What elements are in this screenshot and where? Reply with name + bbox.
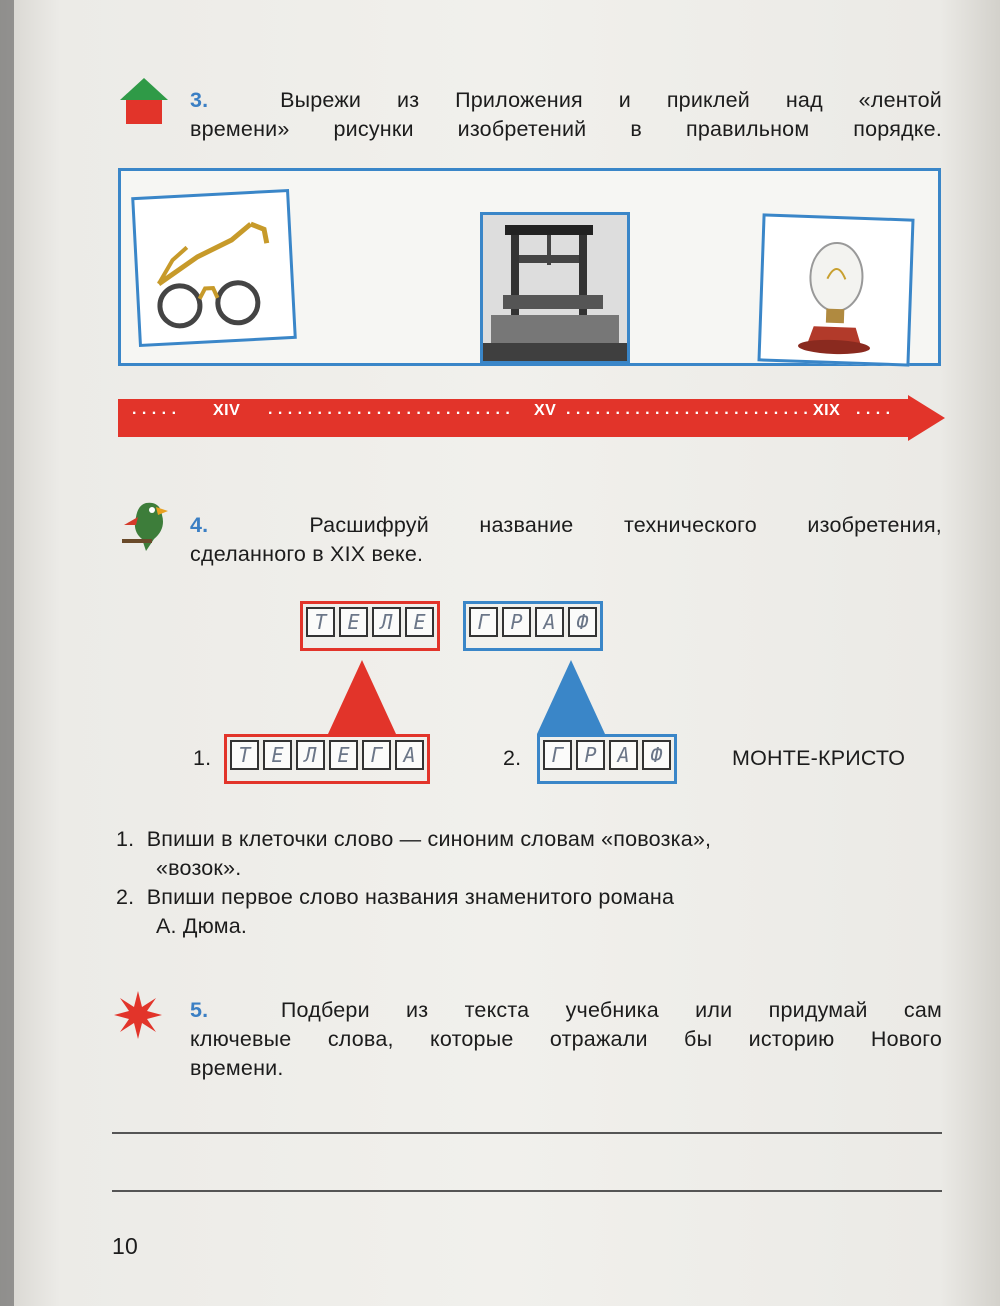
timeline-dots-3: . . . . . . . . . . . . . . . . . . . . . . . . . — [566, 401, 809, 418]
book-spine-shadow — [0, 0, 14, 1306]
clue1-cell[interactable]: А — [395, 740, 424, 770]
timeline-dots-4: . . . . — [856, 401, 891, 418]
answer-part2 — [463, 601, 603, 651]
timeline-label-xiv: XIV — [213, 402, 241, 419]
page-number: 10 — [112, 1233, 138, 1259]
task3-line1: 3. Вырежи из Приложения и приклей над «лентой — [190, 88, 942, 112]
clue2-cell[interactable]: Р — [576, 740, 605, 770]
answer-line-1[interactable] — [112, 1132, 942, 1134]
instruction-2: 2. Впиши первое слово названия знаменитого романа А. Дюма. — [116, 885, 675, 938]
task4-number: 4. — [190, 513, 209, 537]
task5-line1: 5. Подбери из текста учебника или придумай сам — [190, 998, 942, 1022]
clue2-cell[interactable]: Ф — [642, 740, 671, 770]
task3-text — [190, 86, 942, 144]
answer-part1 — [300, 601, 440, 651]
clue2-suffix: МОНТЕ-КРИСТО — [732, 746, 906, 770]
timeline-label-xv: XV — [534, 402, 557, 419]
timeline-label-xix: XIX — [813, 402, 841, 419]
task5-line2: ключевые слова, которые отражали бы историю Нового — [190, 1027, 942, 1051]
red-star-icon — [113, 990, 163, 1040]
clue2-cell[interactable]: А — [609, 740, 638, 770]
answer-line-2[interactable] — [112, 1190, 942, 1192]
answer-cell[interactable]: Г — [469, 607, 498, 637]
blue-triangle-arrow — [537, 660, 605, 734]
task3-line2: времени» рисунки изобретений в правильном порядке. — [190, 117, 942, 141]
picture-printing-press[interactable] — [480, 212, 630, 364]
answer-cell[interactable]: А — [535, 607, 564, 637]
task4-line2: сделанного в XIX веке. — [190, 542, 424, 566]
clue1-cells — [224, 734, 430, 784]
timeline-ribbon — [118, 395, 945, 441]
clue2-number: 2. — [503, 746, 522, 770]
parrot-icon — [116, 495, 178, 557]
answer-cell[interactable]: Т — [306, 607, 335, 637]
answer-cell[interactable]: Р — [502, 607, 531, 637]
task5-line3: времени. — [190, 1056, 284, 1080]
clue2-cells — [537, 734, 677, 784]
house-icon — [118, 76, 170, 126]
clue1-cell[interactable]: Г — [362, 740, 391, 770]
answer-cell[interactable]: Ф — [568, 607, 597, 637]
answer-cell[interactable]: Е — [339, 607, 368, 637]
clue1-cell[interactable]: Л — [296, 740, 325, 770]
answer-cell[interactable]: Е — [405, 607, 434, 637]
glasses-icon — [134, 192, 293, 344]
picture-light-bulb[interactable] — [757, 213, 914, 366]
task5-text — [190, 996, 942, 1083]
task4-text — [190, 511, 942, 569]
task4-line1: 4. Расшифруй название технического изобретения, — [190, 513, 942, 537]
clue1-cell[interactable]: Т — [230, 740, 259, 770]
answer-cell[interactable]: Л — [372, 607, 401, 637]
clue1-cell[interactable]: Е — [329, 740, 358, 770]
picture-glasses[interactable] — [131, 189, 297, 347]
clue2-cell[interactable]: Г — [543, 740, 572, 770]
light-bulb-icon — [761, 216, 912, 363]
clue1-cell[interactable]: Е — [263, 740, 292, 770]
timeline-dots-2: . . . . . . . . . . . . . . . . . . . . . . . . . — [268, 401, 511, 418]
task3-number: 3. — [190, 88, 209, 112]
red-triangle-arrow — [328, 660, 396, 734]
printing-press-icon — [483, 215, 627, 361]
timeline-dots-1: . . . . . — [132, 401, 177, 418]
instruction-1: 1. Впиши в клеточки слово — синоним словам «повозка», «возок». — [116, 827, 712, 880]
clue1-number: 1. — [193, 746, 212, 770]
task5-number: 5. — [190, 998, 209, 1022]
